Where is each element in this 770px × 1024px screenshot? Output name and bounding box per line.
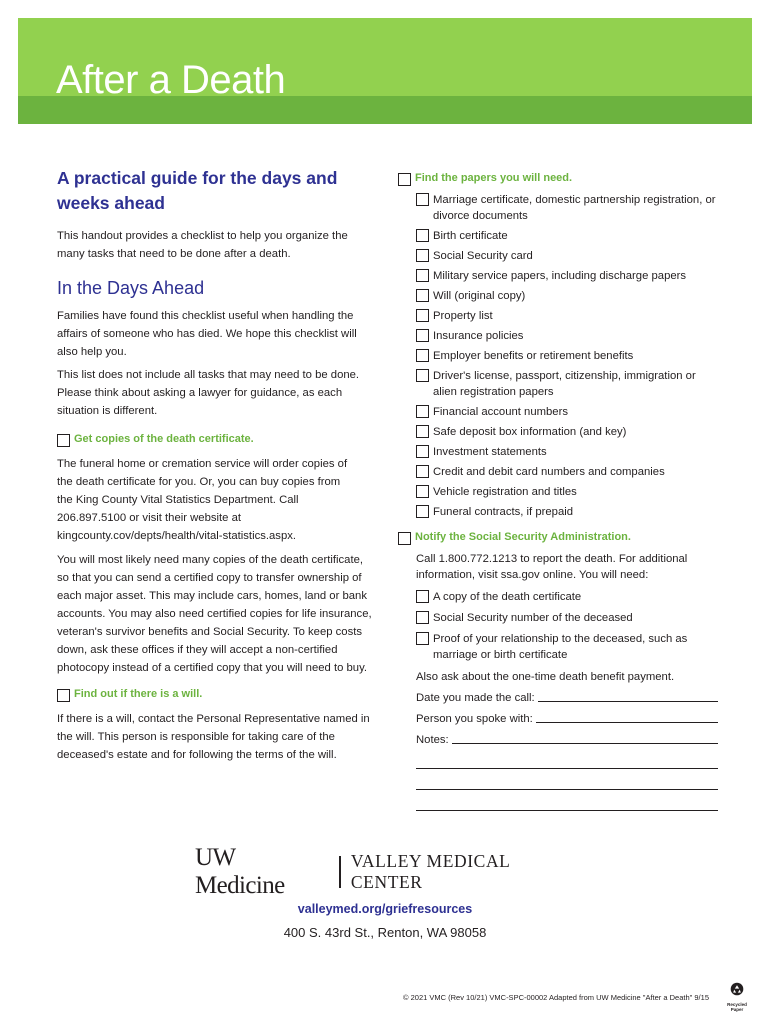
checkbox[interactable] <box>57 434 70 447</box>
list-item[interactable]: Marriage certificate, domestic partnership registration, or divorce documents <box>416 192 718 224</box>
left-column <box>57 166 377 764</box>
list-item[interactable]: Financial account numbers <box>416 404 718 420</box>
date-called-field[interactable] <box>416 690 718 706</box>
address: 400 S. 43rd St., Renton, WA 98058 <box>283 925 487 940</box>
list-item[interactable]: Employer benefits or retirement benefits <box>416 348 718 364</box>
list-item[interactable]: Credit and debit card numbers and companies <box>416 464 718 480</box>
task-label: Find the papers you will need. <box>415 172 573 184</box>
logo-uw-medicine: UW Medicine <box>195 844 285 899</box>
recycled-paper-label: Recycled Paper <box>727 1002 747 1012</box>
checkbox[interactable] <box>416 269 429 282</box>
checkbox[interactable] <box>416 445 429 458</box>
will-paragraph: If there is a will, contact the Personal Representative named in the will. This person is responsible for taking care of the deceased's estate and for following the terms of the will. <box>57 713 370 761</box>
person-spoke-field[interactable] <box>416 711 718 727</box>
list-item[interactable]: Insurance policies <box>416 328 718 344</box>
header-banner <box>18 18 752 124</box>
checkbox[interactable] <box>416 249 429 262</box>
checkbox[interactable] <box>416 465 429 478</box>
checkbox[interactable] <box>416 193 429 206</box>
list-item[interactable]: Driver's license, passport, citizenship, immigration or alien registration papers <box>416 368 718 400</box>
checkbox[interactable] <box>416 229 429 242</box>
death-certificate-paragraph-2: You will most likely need many copies of the death certificate, so that you can send a certified copy to transfer ownership of each major asset. This may include cars, homes, land or bank accounts. You may also need certified copies for life insurance, veteran's survivor benefits and Social Security. To keep costs down, ask these offices if they will accept a non-certified photocopy instead of a certified copy that you will need to buy. <box>57 554 372 674</box>
days-ahead-paragraph-1: Families have found this checklist useful when handling the affairs of someone who has died. We hope this checklist will also help you. <box>57 310 357 358</box>
task-find-papers[interactable] <box>398 172 718 186</box>
task-find-will[interactable] <box>57 688 377 702</box>
uw-medicine-logo <box>195 844 585 899</box>
person-spoke-label: Person you spoke with: <box>416 713 533 725</box>
checkbox[interactable] <box>416 329 429 342</box>
recycle-icon <box>730 982 744 996</box>
list-item[interactable]: Investment statements <box>416 444 718 460</box>
ssa-list <box>398 589 718 663</box>
notes-field[interactable] <box>416 732 718 748</box>
notes-line[interactable] <box>416 810 718 811</box>
list-item[interactable]: A copy of the death certificate <box>416 589 718 605</box>
checkbox[interactable] <box>416 349 429 362</box>
copyright-notice: © 2021 VMC (Rev 10/21) VMC-SPC-00002 Adapted from UW Medicine "After a Death" 9/15 <box>403 993 709 1002</box>
notes-label: Notes: <box>416 734 449 746</box>
notes-line[interactable] <box>452 732 718 744</box>
intro-paragraph: This handout provides a checklist to help you organize the many tasks that need to be done after a death. <box>57 230 348 260</box>
grief-resources-link[interactable]: valleymed.org/griefresources <box>297 902 473 916</box>
task-label: Notify the Social Security Administration. <box>415 531 631 543</box>
guide-heading: A practical guide for the days and weeks ahead <box>57 168 338 213</box>
list-item[interactable]: Safe deposit box information (and key) <box>416 424 718 440</box>
right-column <box>398 172 718 811</box>
logo-valley-medical-center: VALLEY MEDICAL CENTER <box>350 851 510 892</box>
checkbox[interactable] <box>416 611 429 624</box>
notes-line[interactable] <box>416 789 718 790</box>
days-ahead-heading: In the Days Ahead <box>57 278 205 298</box>
list-item[interactable]: Social Security number of the deceased <box>416 610 718 626</box>
date-called-line[interactable] <box>538 690 718 702</box>
checkbox[interactable] <box>416 369 429 382</box>
death-certificate-paragraph-1: The funeral home or cremation service will order copies of the death certificate for you. Or, you can buy copies from the King County Vital Statistics Department. Call 206.897.5100 or visit their website at kingcounty.cov/depts/health/vital-statistics.aspx. <box>57 458 348 542</box>
checkbox[interactable] <box>416 405 429 418</box>
checkbox[interactable] <box>57 689 70 702</box>
checkbox[interactable] <box>398 173 411 186</box>
ssa-also: Also ask about the one-time death benefit payment. <box>416 671 675 683</box>
checkbox[interactable] <box>416 505 429 518</box>
checkbox[interactable] <box>398 532 411 545</box>
list-item[interactable]: Funeral contracts, if prepaid <box>416 504 718 520</box>
list-item[interactable]: Social Security card <box>416 248 718 264</box>
person-spoke-line[interactable] <box>536 711 718 723</box>
checkbox[interactable] <box>416 425 429 438</box>
checkbox[interactable] <box>416 632 429 645</box>
page-title: After a Death <box>56 58 286 102</box>
list-item[interactable]: Birth certificate <box>416 228 718 244</box>
logo-divider <box>339 856 340 888</box>
list-item[interactable]: Military service papers, including discharge papers <box>416 268 718 284</box>
task-label: Get copies of the death certificate. <box>74 433 254 445</box>
checkbox[interactable] <box>416 590 429 603</box>
days-ahead-paragraph-2: This list does not include all tasks that may need to be done. Please think about asking a lawyer for guidance, as each situation is different. <box>57 369 360 417</box>
recycled-paper-badge <box>722 982 752 1012</box>
list-item[interactable]: Will (original copy) <box>416 288 718 304</box>
task-notify-ssa[interactable] <box>398 531 718 545</box>
list-item[interactable]: Property list <box>416 308 718 324</box>
notes-line[interactable] <box>416 768 718 769</box>
checkbox[interactable] <box>416 289 429 302</box>
papers-list <box>398 192 718 520</box>
task-death-certificate[interactable] <box>57 433 377 447</box>
checkbox[interactable] <box>416 309 429 322</box>
checkbox[interactable] <box>416 485 429 498</box>
task-label: Find out if there is a will. <box>74 688 203 700</box>
date-called-label: Date you made the call: <box>416 692 535 704</box>
list-item[interactable]: Proof of your relationship to the deceased, such as marriage or birth certificate <box>416 631 718 663</box>
list-item[interactable]: Vehicle registration and titles <box>416 484 718 500</box>
ssa-intro: Call 1.800.772.1213 to report the death. For additional information, visit ssa.gov online. You will need: <box>416 553 688 581</box>
